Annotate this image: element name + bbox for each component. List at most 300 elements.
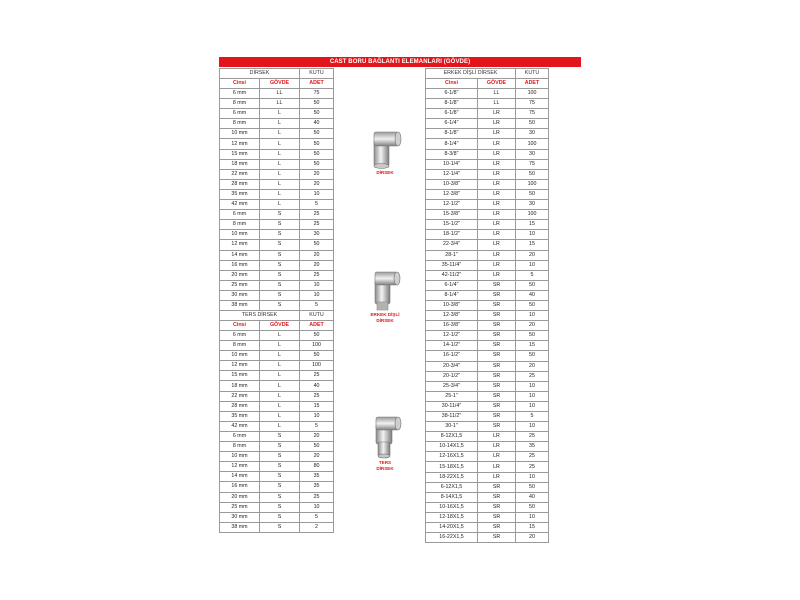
adet-cell: 40 [516,492,549,502]
cinsi-cell: 8-3/8" [426,149,478,159]
table-row [426,331,549,341]
table-row [220,270,334,280]
table-row [220,169,334,179]
govde-cell: S [260,260,300,270]
cinsi-cell: 12 mm [220,139,260,149]
cinsi-cell: 6-12X1,5 [426,482,478,492]
table-row [426,89,549,99]
cinsi-cell: 12-16X1,5 [426,452,478,462]
table-row [220,331,334,341]
govde-cell: L [260,381,300,391]
adet-cell: 25 [300,210,334,220]
ters-dirsek-table [219,310,334,533]
cinsi-cell: 28-1" [426,250,478,260]
govde-cell: SR [478,422,516,432]
table-row [220,411,334,421]
adet-cell: 50 [516,119,549,129]
cinsi-cell: 15-1/2" [426,220,478,230]
cinsi-cell: 10 mm [220,452,260,462]
cinsi-cell: 8-14X1,5 [426,492,478,502]
govde-cell: SR [478,290,516,300]
adet-cell: 10 [300,280,334,290]
cinsi-cell: 8-1/4" [426,139,478,149]
cinsi-cell: 12-1/2" [426,200,478,210]
table-row [426,139,549,149]
adet-cell: 20 [300,179,334,189]
table-row [426,401,549,411]
govde-cell: S [260,230,300,240]
table-row [220,89,334,99]
table-row [220,280,334,290]
table-row [426,341,549,351]
table-row [426,351,549,361]
adet-cell: 20 [516,361,549,371]
table-row [220,522,334,532]
cinsi-cell: 28 mm [220,179,260,189]
govde-cell: L [260,421,300,431]
table-row [426,230,549,240]
adet-cell: 10 [516,391,549,401]
adet-cell: 15 [300,401,334,411]
table-row [426,361,549,371]
adet-cell: 25 [300,391,334,401]
table-row [426,290,549,300]
cinsi-cell: 10 mm [220,230,260,240]
cinsi-cell: 42 mm [220,200,260,210]
govde-cell: LR [478,452,516,462]
cinsi-cell: 8 mm [220,341,260,351]
table-row [220,391,334,401]
govde-cell: LR [478,119,516,129]
column-header: Cinsi [220,321,260,331]
cinsi-cell: 16-3/8" [426,321,478,331]
table-row [426,99,549,109]
adet-cell: 50 [516,482,549,492]
product-ters-dirsek [355,414,415,472]
table-row [220,260,334,270]
adet-cell: 30 [516,200,549,210]
govde-cell: L [260,159,300,169]
table-row [220,250,334,260]
reverse-elbow-icon [366,414,404,460]
product-dirsek [355,126,415,176]
adet-cell: 50 [516,351,549,361]
govde-cell: S [260,280,300,290]
table-row [426,371,549,381]
adet-cell: 50 [516,169,549,179]
caption-line: DİRSEK [376,318,394,323]
govde-cell: L [260,371,300,381]
govde-cell: SR [478,523,516,533]
govde-cell: L [260,109,300,119]
table-row [426,220,549,230]
adet-cell: 50 [300,99,334,109]
table-row [220,200,334,210]
cinsi-cell: 22-3/4" [426,240,478,250]
adet-cell: 15 [516,523,549,533]
govde-cell: SR [478,321,516,331]
govde-cell: SR [478,412,516,422]
adet-cell: 5 [300,300,334,310]
govde-cell: L [260,119,300,129]
cinsi-cell: 20-3/4" [426,361,478,371]
govde-cell: S [260,220,300,230]
product-caption [355,460,415,472]
cinsi-cell: 12 mm [220,462,260,472]
table-row [220,99,334,109]
govde-cell: L [260,169,300,179]
govde-cell: LL [260,89,300,99]
cinsi-cell: 35 mm [220,411,260,421]
cinsi-cell: 25-1" [426,391,478,401]
adet-cell: 100 [516,210,549,220]
cinsi-cell: 25 mm [220,502,260,512]
cinsi-cell: 30-1" [426,422,478,432]
cinsi-cell: 12-1/4" [426,169,478,179]
cinsi-cell: 6 mm [220,109,260,119]
adet-cell: 20 [300,250,334,260]
adet-cell: 25 [516,432,549,442]
govde-cell: S [260,431,300,441]
adet-cell: 50 [300,331,334,341]
cinsi-cell: 8 mm [220,119,260,129]
adet-cell: 50 [300,442,334,452]
table-row [220,421,334,431]
cinsi-cell: 16-1/2" [426,351,478,361]
govde-cell: SR [478,361,516,371]
cinsi-cell: 6-1/4" [426,280,478,290]
table-row [220,431,334,441]
govde-cell: LR [478,240,516,250]
table-row [426,250,549,260]
catalog-title-banner: CAST BORU BAĞLANTI ELEMANLARI (GÖVDE) [219,57,581,67]
govde-cell: LR [478,179,516,189]
adet-cell: 50 [516,331,549,341]
table-row [426,533,549,543]
govde-cell: SR [478,502,516,512]
table-row [426,119,549,129]
cinsi-cell: 38 mm [220,522,260,532]
table-row [426,482,549,492]
adet-cell: 15 [516,220,549,230]
table-row [426,422,549,432]
table-row [220,240,334,250]
govde-cell: S [260,300,300,310]
govde-cell: LR [478,250,516,260]
table-row [220,129,334,139]
govde-cell: S [260,452,300,462]
govde-cell: LR [478,462,516,472]
govde-cell: SR [478,401,516,411]
table-row [426,442,549,452]
adet-cell: 25 [300,220,334,230]
govde-cell: LR [478,129,516,139]
table-row [426,200,549,210]
adet-cell: 10 [516,381,549,391]
erkek-disli-dirsek-table [425,68,549,543]
cinsi-cell: 20-1/2" [426,371,478,381]
table-row [426,179,549,189]
table-row [220,371,334,381]
table-row [426,311,549,321]
cinsi-cell: 12-3/8" [426,189,478,199]
govde-cell: LR [478,189,516,199]
adet-cell: 50 [516,502,549,512]
table-row [426,300,549,310]
adet-cell: 40 [516,290,549,300]
adet-cell: 10 [516,230,549,240]
table-row [426,129,549,139]
govde-cell: L [260,341,300,351]
table-row [220,442,334,452]
cinsi-cell: 14-1/2" [426,341,478,351]
table-row [426,512,549,522]
table-row [220,159,334,169]
cinsi-cell: 30 mm [220,290,260,300]
table-row [220,462,334,472]
govde-cell: SR [478,311,516,321]
cinsi-cell: 6 mm [220,210,260,220]
cinsi-cell: 35 mm [220,189,260,199]
cinsi-cell: 16-22X1,5 [426,533,478,543]
table-row [426,462,549,472]
cinsi-cell: 18-22X1,5 [426,472,478,482]
table-row [220,230,334,240]
adet-cell: 25 [300,371,334,381]
kutu-label: KUTU [300,69,334,79]
cinsi-cell: 16 mm [220,260,260,270]
govde-cell: SR [478,331,516,341]
table-row [220,502,334,512]
table-row [426,472,549,482]
adet-cell: 2 [300,522,334,532]
table-row [220,109,334,119]
govde-cell: SR [478,482,516,492]
table-row [426,189,549,199]
cinsi-cell: 6 mm [220,331,260,341]
cinsi-cell: 38-11/2" [426,412,478,422]
govde-cell: LL [478,99,516,109]
cinsi-cell: 15-3/8" [426,210,478,220]
govde-cell: LR [478,169,516,179]
column-header: GÖVDE [260,79,300,89]
govde-cell: LR [478,260,516,270]
adet-cell: 75 [516,159,549,169]
table-row [426,321,549,331]
cinsi-cell: 18-1/2" [426,230,478,240]
adet-cell: 75 [300,89,334,99]
adet-cell: 10 [516,401,549,411]
adet-cell: 30 [516,149,549,159]
adet-cell: 100 [516,139,549,149]
cinsi-cell: 8-12X1,5 [426,432,478,442]
cinsi-cell: 16 mm [220,482,260,492]
govde-cell: LR [478,109,516,119]
adet-cell: 10 [300,502,334,512]
cinsi-cell: 18 mm [220,159,260,169]
adet-cell: 40 [300,119,334,129]
column-header: GÖVDE [478,79,516,89]
adet-cell: 10 [516,422,549,432]
table-row [426,149,549,159]
cinsi-cell: 6 mm [220,89,260,99]
table-row [426,432,549,442]
caption-line: TERS [378,460,392,465]
group-label: ERKEK DİŞLİ DİRSEK [426,69,516,79]
column-header: ADET [300,321,334,331]
govde-cell: SR [478,391,516,401]
cinsi-cell: 25 mm [220,280,260,290]
cinsi-cell: 10-3/8" [426,179,478,189]
adet-cell: 100 [516,179,549,189]
cinsi-cell: 12-3/8" [426,311,478,321]
adet-cell: 50 [300,129,334,139]
govde-cell: LR [478,442,516,452]
govde-cell: SR [478,351,516,361]
cinsi-cell: 6-1/8" [426,89,478,99]
table-row [426,523,549,533]
govde-cell: L [260,200,300,210]
cinsi-cell: 42 mm [220,421,260,431]
product-caption: DİRSEK [376,170,394,175]
table-row [426,391,549,401]
table-row [426,492,549,502]
male-threaded-elbow-icon [366,268,404,312]
table-row [220,452,334,462]
table-row [220,149,334,159]
govde-cell: LL [478,89,516,99]
table-row [426,159,549,169]
cinsi-cell: 6-1/4" [426,119,478,129]
govde-cell: LR [478,220,516,230]
cinsi-cell: 38 mm [220,300,260,310]
cinsi-cell: 20 mm [220,270,260,280]
cinsi-cell: 10 mm [220,351,260,361]
adet-cell: 25 [516,371,549,381]
govde-cell: L [260,331,300,341]
govde-cell: S [260,462,300,472]
adet-cell: 20 [300,169,334,179]
govde-cell: SR [478,533,516,543]
table-row [426,452,549,462]
table-row [220,472,334,482]
adet-cell: 50 [300,159,334,169]
govde-cell: SR [478,300,516,310]
adet-cell: 20 [300,431,334,441]
adet-cell: 30 [516,129,549,139]
govde-cell: L [260,361,300,371]
adet-cell: 25 [516,462,549,472]
table-row [426,280,549,290]
table-row [426,260,549,270]
adet-cell: 75 [516,99,549,109]
govde-cell: LR [478,200,516,210]
product-caption [355,312,415,324]
govde-cell: S [260,482,300,492]
govde-cell: L [260,139,300,149]
column-header: GÖVDE [260,321,300,331]
cinsi-cell: 18 mm [220,381,260,391]
adet-cell: 25 [300,270,334,280]
adet-cell: 25 [300,492,334,502]
cinsi-cell: 6-1/8" [426,109,478,119]
table-row [426,210,549,220]
govde-cell: L [260,129,300,139]
cinsi-cell: 14 mm [220,472,260,482]
caption-line: DİRSEK [376,466,394,471]
table-row [426,240,549,250]
table-row [220,351,334,361]
adet-cell: 10 [300,189,334,199]
cinsi-cell: 28 mm [220,401,260,411]
adet-cell: 20 [516,250,549,260]
adet-cell: 20 [300,452,334,462]
adet-cell: 10 [300,411,334,421]
govde-cell: S [260,240,300,250]
govde-cell: L [260,179,300,189]
table-row [220,220,334,230]
table-row [220,139,334,149]
govde-cell: L [260,411,300,421]
column-header: ADET [300,79,334,89]
cinsi-cell: 15 mm [220,371,260,381]
cinsi-cell: 8 mm [220,220,260,230]
cinsi-cell: 14-20X1,5 [426,523,478,533]
table-row [426,381,549,391]
cinsi-cell: 30 mm [220,512,260,522]
elbow-fitting-icon [366,126,404,170]
product-erkek-disli-dirsek [355,268,415,324]
govde-cell: L [260,351,300,361]
govde-cell: S [260,522,300,532]
adet-cell: 5 [516,412,549,422]
govde-cell: S [260,270,300,280]
adet-cell: 10 [516,260,549,270]
cinsi-cell: 8 mm [220,442,260,452]
govde-cell: LR [478,159,516,169]
govde-cell: SR [478,280,516,290]
adet-cell: 35 [300,482,334,492]
adet-cell: 25 [516,452,549,462]
group-label: DİRSEK [220,69,300,79]
dirsek-table [219,68,334,311]
govde-cell: S [260,492,300,502]
table-row [220,401,334,411]
cinsi-cell: 25-3/4" [426,381,478,391]
table-row [220,492,334,502]
adet-cell: 100 [516,89,549,99]
govde-cell: SR [478,381,516,391]
govde-cell: LL [260,99,300,109]
adet-cell: 50 [300,240,334,250]
adet-cell: 10 [516,311,549,321]
table-row [426,412,549,422]
table-row [426,270,549,280]
cinsi-cell: 30-11/4" [426,401,478,411]
adet-cell: 20 [300,260,334,270]
cinsi-cell: 12 mm [220,240,260,250]
govde-cell: S [260,210,300,220]
govde-cell: S [260,502,300,512]
govde-cell: S [260,250,300,260]
cinsi-cell: 12-18X1,5 [426,512,478,522]
adet-cell: 35 [300,472,334,482]
column-header: Cinsi [220,79,260,89]
group-label: TERS DİRSEK [220,311,300,321]
govde-cell: LR [478,432,516,442]
govde-cell: LR [478,230,516,240]
adet-cell: 50 [516,300,549,310]
